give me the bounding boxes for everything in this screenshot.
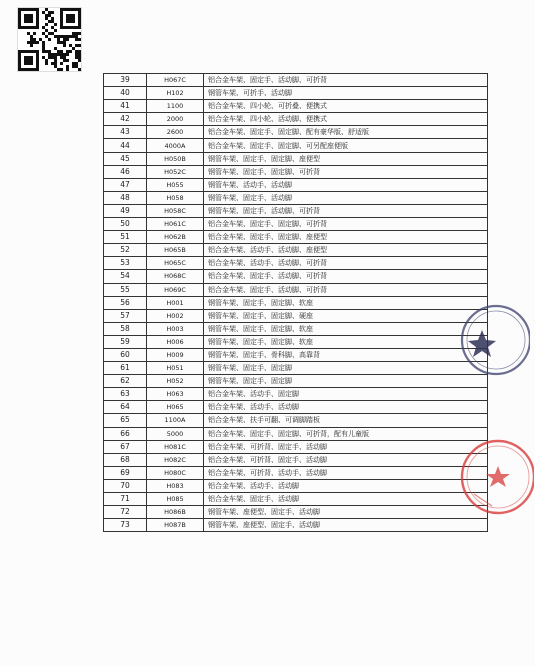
model-number: H062B xyxy=(147,231,204,244)
row-number: 54 xyxy=(104,270,147,283)
row-number: 49 xyxy=(104,204,147,217)
model-number: H001 xyxy=(147,296,204,309)
table-row xyxy=(104,388,488,401)
row-number: 67 xyxy=(104,440,147,453)
table-row xyxy=(104,178,488,191)
row-number: 71 xyxy=(104,493,147,506)
row-number: 62 xyxy=(104,375,147,388)
model-number: H006 xyxy=(147,335,204,348)
table-row xyxy=(104,427,488,440)
row-number: 43 xyxy=(104,126,147,139)
model-description: 铝合金车架、活动手、活动脚 xyxy=(204,479,488,492)
model-number: 1100A xyxy=(147,414,204,427)
model-number: H061C xyxy=(147,218,204,231)
model-number: H068C xyxy=(147,270,204,283)
model-description: 铝合金车架、固定手、活动脚、可折背 xyxy=(204,74,488,87)
model-number: H009 xyxy=(147,348,204,361)
model-description: 钢管车架、固定手、固定脚、座便型 xyxy=(204,152,488,165)
row-number: 64 xyxy=(104,401,147,414)
row-number: 61 xyxy=(104,362,147,375)
model-number: H080C xyxy=(147,466,204,479)
model-number: H050B xyxy=(147,152,204,165)
model-number: H083 xyxy=(147,479,204,492)
row-number: 39 xyxy=(104,74,147,87)
table-row xyxy=(104,270,488,283)
model-number: 4000A xyxy=(147,139,204,152)
table-row xyxy=(104,309,488,322)
model-description: 钢管车架、固定手、固定脚、可折背 xyxy=(204,165,488,178)
model-description: 铝合金车架、活动手、活动脚、座便型 xyxy=(204,244,488,257)
row-number: 60 xyxy=(104,348,147,361)
qr-code xyxy=(17,7,82,72)
product-table xyxy=(103,73,488,532)
model-description: 钢管车架、固定手、活动脚 xyxy=(204,191,488,204)
model-number: H058 xyxy=(147,191,204,204)
table-row xyxy=(104,87,488,100)
table-row xyxy=(104,375,488,388)
row-number: 59 xyxy=(104,335,147,348)
model-description: 钢管车架、固定手、固定脚 xyxy=(204,375,488,388)
model-description: 铝合金车架、可折背、固定手、活动脚 xyxy=(204,440,488,453)
table-row xyxy=(104,362,488,375)
table-row xyxy=(104,506,488,519)
row-number: 66 xyxy=(104,427,147,440)
row-number: 55 xyxy=(104,283,147,296)
model-number: H058C xyxy=(147,204,204,217)
model-description: 铝合金车架、四小轮、活动脚、便携式 xyxy=(204,113,488,126)
model-description: 铝合金车架、固定手、固定脚、可另配座便版 xyxy=(204,139,488,152)
model-description: 铝合金车架、固定手、活动脚、可折背 xyxy=(204,283,488,296)
model-number: H065 xyxy=(147,401,204,414)
row-number: 52 xyxy=(104,244,147,257)
row-number: 47 xyxy=(104,178,147,191)
table-row xyxy=(104,519,488,532)
row-number: 45 xyxy=(104,152,147,165)
row-number: 56 xyxy=(104,296,147,309)
model-description: 铝合金车架、活动手、固定脚 xyxy=(204,388,488,401)
model-number: H085 xyxy=(147,493,204,506)
table-row xyxy=(104,283,488,296)
table-row xyxy=(104,479,488,492)
table-row xyxy=(104,322,488,335)
model-description: 钢管车架、固定手、骨科脚、高靠背 xyxy=(204,348,488,361)
model-description: 钢管车架、固定手、活动脚、可折背 xyxy=(204,204,488,217)
model-number: H102 xyxy=(147,87,204,100)
model-description: 铝合金车架、固定手、固定脚、座便型 xyxy=(204,231,488,244)
model-number: H052 xyxy=(147,375,204,388)
row-number: 41 xyxy=(104,100,147,113)
table-row xyxy=(104,165,488,178)
row-number: 51 xyxy=(104,231,147,244)
model-number: H055 xyxy=(147,178,204,191)
row-number: 53 xyxy=(104,257,147,270)
model-description: 钢管车架、座便型、固定手、活动脚 xyxy=(204,506,488,519)
model-number: H051 xyxy=(147,362,204,375)
model-number: H087B xyxy=(147,519,204,532)
table-row xyxy=(104,218,488,231)
model-description: 铝合金车架、固定手、固定脚、可折背，配有儿童版 xyxy=(204,427,488,440)
model-number: H003 xyxy=(147,322,204,335)
model-number: 2600 xyxy=(147,126,204,139)
model-number: 5000 xyxy=(147,427,204,440)
model-description: 铝合金车架、固定手、活动脚 xyxy=(204,493,488,506)
table-row xyxy=(104,204,488,217)
table-row xyxy=(104,466,488,479)
table-row xyxy=(104,335,488,348)
row-number: 69 xyxy=(104,466,147,479)
model-number: H002 xyxy=(147,309,204,322)
table-row xyxy=(104,414,488,427)
table-row xyxy=(104,493,488,506)
table-row xyxy=(104,191,488,204)
table-row xyxy=(104,74,488,87)
row-number: 40 xyxy=(104,87,147,100)
table-row xyxy=(104,296,488,309)
model-description: 钢管车架、座便型、固定手、活动脚 xyxy=(204,519,488,532)
table-row xyxy=(104,257,488,270)
model-description: 铝合金车架、活动手、活动脚 xyxy=(204,401,488,414)
model-description: 铝合金车架、固定手、固定脚、可折背 xyxy=(204,218,488,231)
model-description: 铝合金车架、扶手可翻、可调脚踏板 xyxy=(204,414,488,427)
row-number: 50 xyxy=(104,218,147,231)
model-number: H081C xyxy=(147,440,204,453)
model-description: 钢管车架、活动手、活动脚 xyxy=(204,178,488,191)
table-row xyxy=(104,139,488,152)
model-description: 铝合金车架、固定手、活动脚、可折背 xyxy=(204,270,488,283)
row-number: 68 xyxy=(104,453,147,466)
model-description: 钢管车架、固定手、固定脚、软座 xyxy=(204,335,488,348)
model-number: H065C xyxy=(147,257,204,270)
row-number: 70 xyxy=(104,479,147,492)
model-number: 2000 xyxy=(147,113,204,126)
model-description: 铝合金车架、可折背、固定手、活动脚 xyxy=(204,453,488,466)
row-number: 65 xyxy=(104,414,147,427)
product-table-body xyxy=(104,74,488,532)
row-number: 48 xyxy=(104,191,147,204)
table-row xyxy=(104,100,488,113)
model-description: 钢管车架、固定手、固定脚、软座 xyxy=(204,296,488,309)
model-number: H067C xyxy=(147,74,204,87)
model-description: 铝合金车架、固定手、固定脚、配有豪华版、舒适版 xyxy=(204,126,488,139)
model-number: H069C xyxy=(147,283,204,296)
row-number: 72 xyxy=(104,506,147,519)
table-row xyxy=(104,453,488,466)
model-description: 铝合金车架、活动手、活动脚、可折背 xyxy=(204,257,488,270)
model-description: 钢管车架、固定手、固定脚 xyxy=(204,362,488,375)
row-number: 73 xyxy=(104,519,147,532)
model-number: H082C xyxy=(147,453,204,466)
model-number: H065B xyxy=(147,244,204,257)
row-number: 57 xyxy=(104,309,147,322)
model-number: H086B xyxy=(147,506,204,519)
row-number: 63 xyxy=(104,388,147,401)
table-row xyxy=(104,152,488,165)
model-description: 铝合金车架、可折背、活动手、活动脚 xyxy=(204,466,488,479)
row-number: 46 xyxy=(104,165,147,178)
table-row xyxy=(104,244,488,257)
model-description: 钢管车架、固定手、固定脚、硬座 xyxy=(204,309,488,322)
table-row xyxy=(104,231,488,244)
model-description: 钢管车架、可折手、活动脚 xyxy=(204,87,488,100)
table-row xyxy=(104,440,488,453)
table-row xyxy=(104,113,488,126)
row-number: 42 xyxy=(104,113,147,126)
row-number: 58 xyxy=(104,322,147,335)
table-row xyxy=(104,401,488,414)
model-description: 铝合金车架、四小轮、可折叠、便携式 xyxy=(204,100,488,113)
table-row xyxy=(104,348,488,361)
row-number: 44 xyxy=(104,139,147,152)
model-number: 1100 xyxy=(147,100,204,113)
model-number: H052C xyxy=(147,165,204,178)
model-number: H063 xyxy=(147,388,204,401)
table-row xyxy=(104,126,488,139)
model-description: 钢管车架、固定手、固定脚、软座 xyxy=(204,322,488,335)
